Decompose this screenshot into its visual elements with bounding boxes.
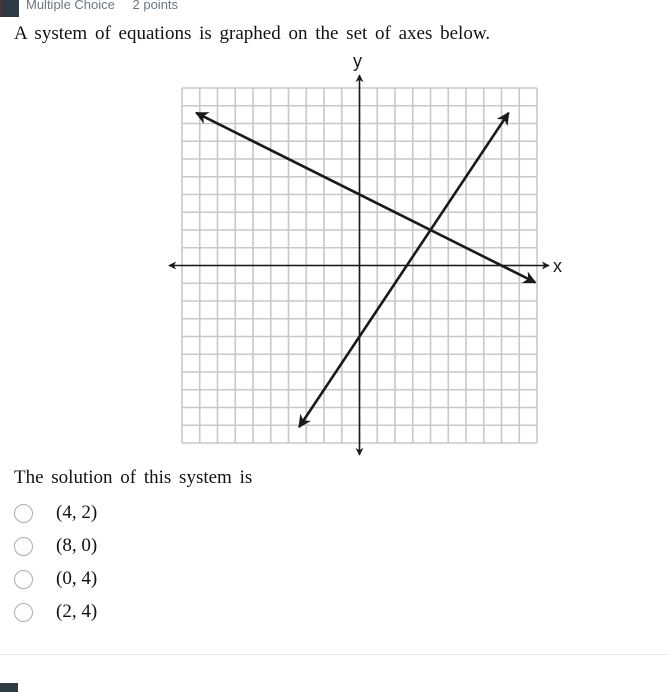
choice-label: (8, 0) bbox=[56, 535, 98, 556]
next-question-badge bbox=[0, 683, 18, 692]
question-divider bbox=[0, 654, 668, 655]
x-axis-label: x bbox=[553, 256, 562, 276]
radio-button[interactable] bbox=[14, 603, 33, 622]
question-points: 2 points bbox=[132, 0, 179, 12]
graph-line-line2 bbox=[299, 113, 508, 427]
radio-button[interactable] bbox=[14, 570, 33, 589]
choice-label: (0, 4) bbox=[56, 568, 98, 589]
choice-label: (4, 2) bbox=[56, 502, 98, 523]
question-prompt: A system of equations is graphed on the set of axes below. bbox=[14, 23, 491, 44]
y-axis-label: y bbox=[353, 51, 362, 71]
choice-1[interactable] bbox=[14, 500, 97, 526]
radio-button[interactable] bbox=[14, 504, 33, 523]
question-type: Multiple Choice bbox=[26, 0, 115, 12]
solution-label: The solution of this system is bbox=[14, 467, 253, 488]
choice-2[interactable] bbox=[14, 533, 97, 559]
choice-label: (2, 4) bbox=[56, 601, 98, 622]
choice-3[interactable] bbox=[14, 566, 97, 592]
radio-button[interactable] bbox=[14, 537, 33, 556]
choice-4[interactable] bbox=[14, 599, 97, 625]
